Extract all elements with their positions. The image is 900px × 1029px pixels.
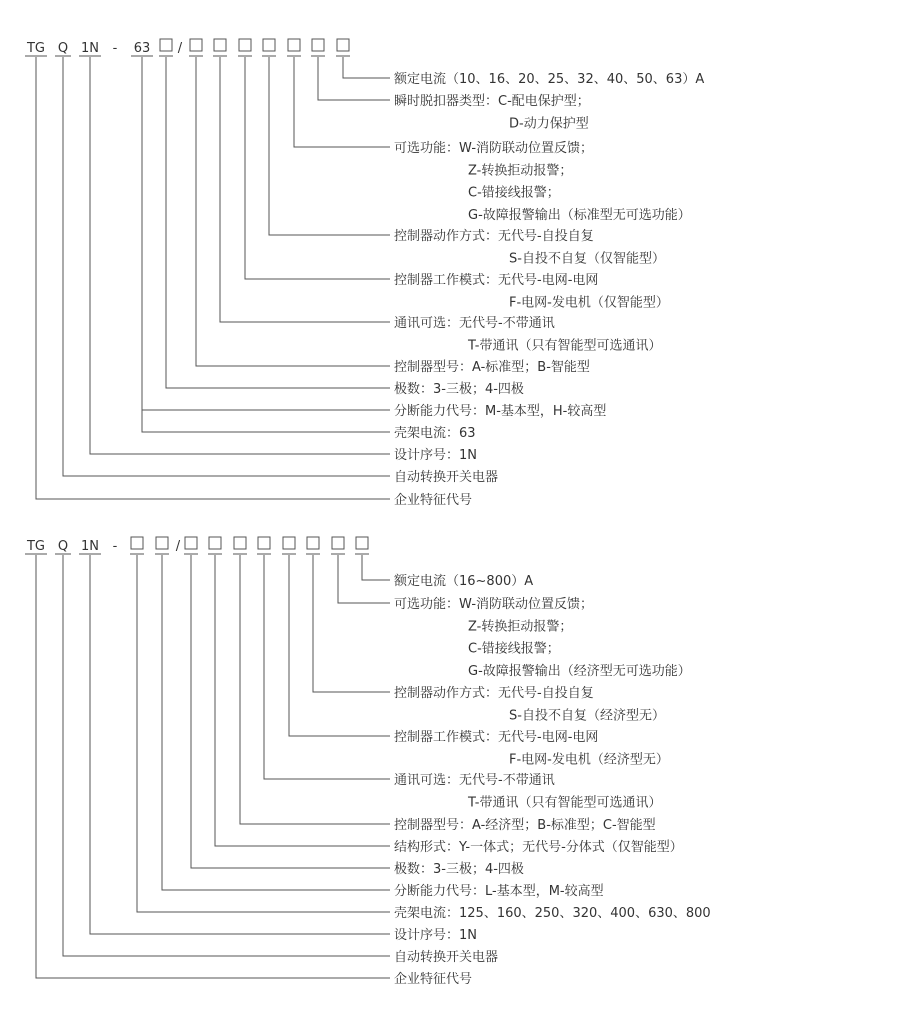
field-option: S-自投不自复（经济型无） xyxy=(509,708,665,724)
leader-line xyxy=(63,555,390,956)
leader-line xyxy=(264,555,390,779)
leader-line xyxy=(166,57,390,388)
field-option: Z-转换拒动报警； xyxy=(468,619,573,635)
code-placeholder-box xyxy=(263,39,275,51)
field-label: 可选功能：W-消防联动位置反馈； xyxy=(394,141,594,156)
leader-line xyxy=(240,555,390,824)
field-option: S-自投不自复（仅智能型） xyxy=(509,251,665,267)
code-segment: 1N xyxy=(81,41,99,56)
field-option: C-错接线报警； xyxy=(468,641,560,657)
field-option: F-电网-发电机（仅智能型） xyxy=(509,295,669,311)
code-placeholder-box xyxy=(356,537,368,549)
code-placeholder-box xyxy=(190,39,202,51)
code-segment: - xyxy=(112,539,118,554)
leader-line xyxy=(63,57,390,476)
field-label: 企业特征代号 xyxy=(394,493,473,508)
field-label: 自动转换开关电器 xyxy=(394,470,499,485)
code-segment: TG xyxy=(26,41,46,56)
field-option: T-带通讯（只有智能型可选通讯） xyxy=(468,795,662,811)
field-label: 企业特征代号 xyxy=(394,972,473,987)
code-placeholder-box xyxy=(214,39,226,51)
code-placeholder-box xyxy=(234,537,246,549)
field-label: 控制器动作方式：无代号-自投自复 xyxy=(394,229,594,244)
field-label: 瞬时脱扣器类型：C-配电保护型； xyxy=(394,94,590,109)
diagram-1 xyxy=(25,39,704,508)
code-placeholder-box xyxy=(160,39,172,51)
leader-line xyxy=(196,57,390,366)
field-option: D-动力保护型 xyxy=(509,116,589,132)
field-label: 结构形式：Y-一体式；无代号-分体式（仅智能型） xyxy=(394,840,683,855)
field-label: 壳架电流：125、160、250、320、400、630、800 xyxy=(394,906,711,921)
code-placeholder-box xyxy=(185,537,197,549)
field-label: 额定电流（10、16、20、25、32、40、50、63）A xyxy=(394,72,705,87)
code-placeholder-box xyxy=(131,537,143,549)
code-placeholder-box xyxy=(258,537,270,549)
diagram-2 xyxy=(25,537,711,987)
field-label: 通讯可选：无代号-不带通讯 xyxy=(394,773,555,788)
field-option: C-错接线报警； xyxy=(468,185,560,201)
code-placeholder-box xyxy=(337,39,349,51)
field-label: 壳架电流：63 xyxy=(394,426,476,441)
code-segment: / xyxy=(175,539,181,554)
field-label: 分断能力代号：M-基本型，H-较高型 xyxy=(394,404,607,419)
field-option: G-故障报警输出（标准型无可选功能） xyxy=(468,207,691,223)
field-label: 可选功能：W-消防联动位置反馈； xyxy=(394,597,594,612)
code-placeholder-box xyxy=(239,39,251,51)
field-label: 分断能力代号：L-基本型，M-较高型 xyxy=(394,884,604,899)
leader-line xyxy=(142,57,390,432)
code-segment: 1N xyxy=(81,539,99,554)
field-label: 自动转换开关电器 xyxy=(394,950,499,965)
code-segment: TG xyxy=(26,539,46,554)
code-placeholder-box xyxy=(332,537,344,549)
field-label: 设计序号：1N xyxy=(394,928,477,943)
code-segment: - xyxy=(112,41,118,56)
field-label: 通讯可选：无代号-不带通讯 xyxy=(394,316,555,331)
leader-line xyxy=(191,555,390,868)
leader-line xyxy=(142,57,390,410)
code-placeholder-box xyxy=(307,537,319,549)
leader-line xyxy=(338,555,390,603)
code-placeholder-box xyxy=(283,537,295,549)
field-option: G-故障报警输出（经济型无可选功能） xyxy=(468,663,691,679)
leader-line xyxy=(90,57,390,454)
leader-line xyxy=(362,555,390,580)
field-label: 极数：3-三极；4-四极 xyxy=(394,382,524,397)
field-option: T-带通讯（只有智能型可选通讯） xyxy=(468,338,662,354)
field-label: 控制器动作方式：无代号-自投自复 xyxy=(394,686,594,701)
field-label: 控制器工作模式：无代号-电网-电网 xyxy=(394,730,599,745)
field-label: 设计序号：1N xyxy=(394,448,477,463)
leader-line xyxy=(289,555,390,736)
leader-line xyxy=(36,555,390,978)
leader-line xyxy=(313,555,390,692)
field-option: F-电网-发电机（经济型无） xyxy=(509,752,669,768)
field-label: 极数：3-三极；4-四极 xyxy=(394,862,524,877)
field-option: Z-转换拒动报警； xyxy=(468,163,573,179)
leader-line xyxy=(294,57,390,147)
code-segment: Q xyxy=(57,539,69,554)
code-placeholder-box xyxy=(288,39,300,51)
leader-line xyxy=(269,57,390,235)
field-label: 额定电流（16~800）A xyxy=(394,574,534,589)
code-placeholder-box xyxy=(209,537,221,549)
code-placeholder-box xyxy=(156,537,168,549)
leader-line xyxy=(36,57,390,499)
code-placeholder-box xyxy=(312,39,324,51)
leader-line xyxy=(343,57,390,78)
code-segment: 63 xyxy=(133,41,151,56)
code-segment: Q xyxy=(57,41,69,56)
field-label: 控制器型号：A-标准型；B-智能型 xyxy=(394,360,590,375)
field-label: 控制器型号：A-经济型；B-标准型；C-智能型 xyxy=(394,818,656,833)
leader-line xyxy=(162,555,390,890)
code-segment: / xyxy=(177,41,183,56)
leader-line xyxy=(215,555,390,846)
field-label: 控制器工作模式：无代号-电网-电网 xyxy=(394,273,599,288)
